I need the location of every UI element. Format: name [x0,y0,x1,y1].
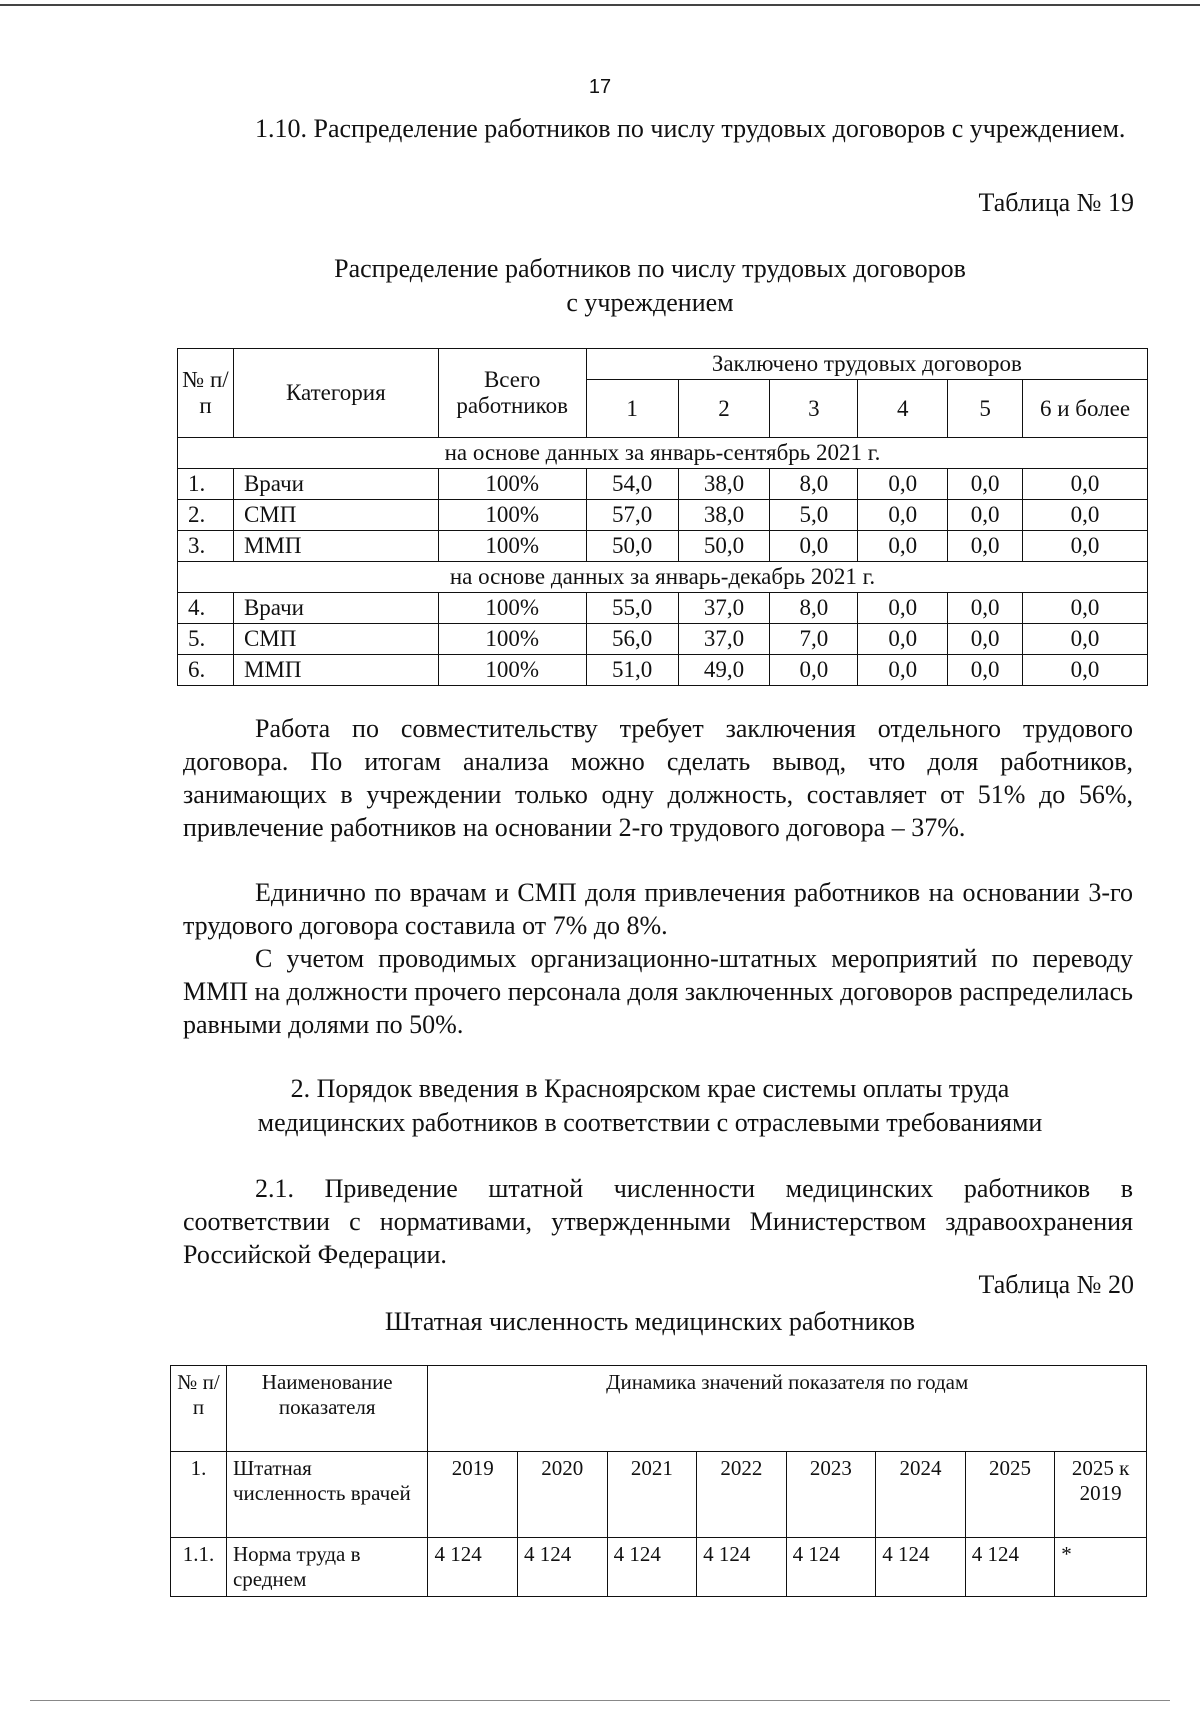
cell-value: 0,0 [770,655,858,686]
cell-value: 4 124 [786,1538,876,1597]
cell-value: * [1055,1538,1147,1597]
cell-num: 5. [178,624,234,655]
cell-value: 0,0 [948,655,1023,686]
cell-value: 0,0 [1023,624,1148,655]
page-bottom-border [30,1700,1170,1701]
cell-year: 2025 [965,1452,1055,1538]
cell-category: СМП [233,500,438,531]
header-col-4: 4 [858,380,948,438]
cell-category: Врачи [233,593,438,624]
cell-total: 100% [438,655,586,686]
cell-year: 2022 [697,1452,787,1538]
paragraph-2: Единично по врачам и СМП доля привлечения работников на основании 3-го трудового договора составила от 7% до 8%. [183,878,1133,940]
cell-value: 0,0 [770,531,858,562]
table-row [178,500,1148,531]
cell-num: 1. [178,469,234,500]
section-2-1-heading: 2.1. Приведение штатной численности медицинских работников в соответствии с нормативами, утвержденными Министерством здравоохранения Российской Федерации. [183,1174,1133,1269]
header-col-3: 3 [770,380,858,438]
cell-num: 4. [178,593,234,624]
section-1-10-heading: 1.10. Распределение работников по числу трудовых договоров с учреждением. [255,114,1126,143]
header-dynamics: Динамика значений показателя по годам [428,1366,1147,1452]
table20-title: Штатная численность медицинских работников [384,1307,916,1336]
table19-title [150,252,1150,320]
table-row [178,531,1148,562]
cell-name: Норма труда в среднем [226,1538,428,1597]
section-2-heading [150,1072,1150,1140]
cell-value: 4 124 [876,1538,966,1597]
cell-value: 0,0 [858,531,948,562]
group-caption: на основе данных за январь-декабрь 2021 г. [178,562,1148,593]
cell-value: 38,0 [678,469,770,500]
table-row [178,655,1148,686]
cell-value: 7,0 [770,624,858,655]
cell-value: 55,0 [586,593,678,624]
cell-value: 50,0 [678,531,770,562]
cell-value: 0,0 [948,593,1023,624]
paragraph-3: С учетом проводимых организационно-штатных мероприятий по переводу ММП на должности прочего персонала доля заключенных договоров распределилась равными долями по 50%. [183,944,1133,1039]
cell-value: 49,0 [678,655,770,686]
cell-num: 1.1. [171,1538,227,1597]
cell-value: 8,0 [770,469,858,500]
table-row [178,469,1148,500]
cell-value: 0,0 [1023,593,1148,624]
cell-num: 2. [178,500,234,531]
cell-value: 0,0 [948,624,1023,655]
header-name: Наименование показателя [226,1366,428,1452]
page-top-border [0,4,1200,6]
cell-value: 0,0 [1023,469,1148,500]
header-col-5: 5 [948,380,1023,438]
cell-year: 2024 [876,1452,966,1538]
cell-value: 38,0 [678,500,770,531]
cell-value: 8,0 [770,593,858,624]
cell-value: 37,0 [678,593,770,624]
table-19 [177,348,1148,686]
cell-value: 0,0 [858,500,948,531]
cell-value: 4 124 [697,1538,787,1597]
table-20 [170,1365,1147,1597]
cell-value: 0,0 [948,531,1023,562]
table-row [178,593,1148,624]
header-col-2: 2 [678,380,770,438]
section-2-heading-line1: 2. Порядок введения в Красноярском крае системы оплаты труда [290,1074,1010,1103]
cell-year: 2023 [786,1452,876,1538]
cell-category: Врачи [233,469,438,500]
cell-value: 50,0 [586,531,678,562]
table19-label: Таблица № 19 [978,188,1134,217]
section-2-heading-line2: медицинских работников в соответствии с отраслевыми требованиями [257,1108,1043,1137]
cell-value: 0,0 [858,469,948,500]
cell-num: 3. [178,531,234,562]
cell-value: 0,0 [1023,531,1148,562]
cell-total: 100% [438,531,586,562]
cell-value: 0,0 [1023,500,1148,531]
cell-num: 1. [171,1452,227,1538]
table-row [171,1538,1147,1597]
cell-value: 54,0 [586,469,678,500]
cell-value: 56,0 [586,624,678,655]
table-row [171,1452,1147,1538]
cell-value: 57,0 [586,500,678,531]
cell-value: 4 124 [518,1538,608,1597]
cell-total: 100% [438,500,586,531]
header-contracts: Заключено трудовых договоров [586,349,1147,380]
cell-value: 0,0 [858,624,948,655]
table19-title-line2: с учреждением [566,288,734,317]
cell-value: 0,0 [858,593,948,624]
cell-value: 0,0 [1023,655,1148,686]
cell-category: ММП [233,531,438,562]
header-col-6: 6 и более [1023,380,1148,438]
header-category: Категория [233,349,438,438]
cell-value: 0,0 [948,500,1023,531]
table-row [178,624,1148,655]
cell-value: 4 124 [965,1538,1055,1597]
cell-value: 4 124 [607,1538,697,1597]
cell-value: 4 124 [428,1538,518,1597]
cell-total: 100% [438,593,586,624]
group-caption: на основе данных за январь-сентябрь 2021 г. [178,438,1148,469]
cell-year: 2021 [607,1452,697,1538]
cell-num: 6. [178,655,234,686]
header-num: № п/п [171,1366,227,1452]
cell-total: 100% [438,624,586,655]
cell-total: 100% [438,469,586,500]
cell-value: 37,0 [678,624,770,655]
cell-value: 51,0 [586,655,678,686]
cell-category: СМП [233,624,438,655]
cell-year: 2020 [518,1452,608,1538]
page-number: 17 [588,76,612,98]
table19-title-line1: Распределение работников по числу трудовых договоров [334,254,966,283]
paragraph-1: Работа по совместительству требует заключения отдельного трудового договора. По итогам анализа можно сделать вывод, что доля работников, занимающих в учреждении только одну должность, составляет от 51% до 56%, привлечение работников на основании 2-го трудового договора – 37%. [183,714,1133,842]
cell-value: 0,0 [858,655,948,686]
cell-year: 2019 [428,1452,518,1538]
cell-value: 5,0 [770,500,858,531]
cell-value: 0,0 [948,469,1023,500]
header-total: Всего работников [438,349,586,438]
table20-label: Таблица № 20 [978,1270,1134,1299]
header-num: № п/п [178,349,234,438]
header-col-1: 1 [586,380,678,438]
cell-category: ММП [233,655,438,686]
cell-name: Штатная численность врачей [226,1452,428,1538]
cell-year: 2025 к 2019 [1055,1452,1147,1538]
